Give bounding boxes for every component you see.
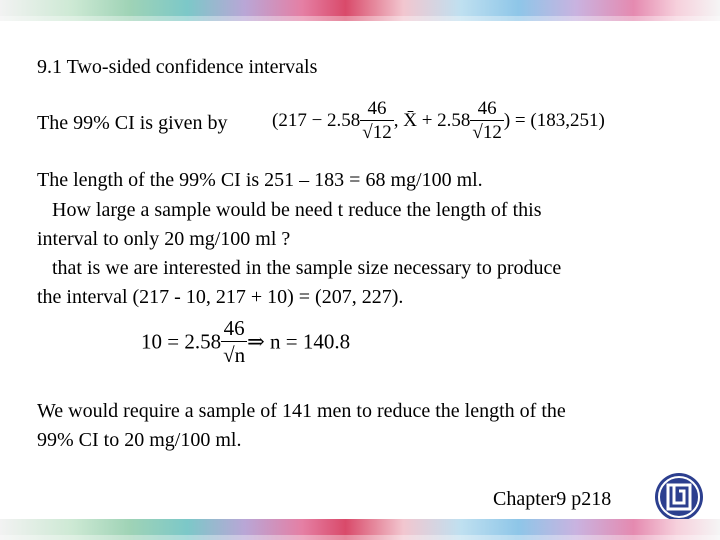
ci-fraction-2-denominator: √12 [472, 122, 502, 143]
conclusion-line-1: We would require a sample of 141 men to reduce the length of the [37, 400, 566, 422]
n-formula-left: 10 = 2.58 [141, 329, 222, 354]
sample-size-formula [141, 316, 350, 368]
n-formula-right: ⇒ n = 140.8 [247, 329, 351, 354]
ci-formula-open: (217 − 2.58 [272, 110, 361, 131]
n-fraction [221, 316, 247, 368]
slide-heading: 9.1 Two-sided confidence intervals [37, 56, 318, 78]
university-logo-icon [654, 472, 704, 522]
conclusion-line-2: 99% CI to 20 mg/100 ml. [37, 429, 242, 451]
ci-formula-middle: , X̄ + 2.58 [393, 110, 471, 131]
ci-length-line: The length of the 99% CI is 251 – 183 = 68 mg/100 ml. [37, 169, 483, 191]
ci-fraction-1-denominator: √12 [362, 122, 392, 143]
bottom-decorative-band [0, 519, 720, 540]
ci-fraction-2 [470, 98, 503, 144]
interest-line-1: that is we are interested in the sample size necessary to produce [37, 257, 562, 279]
ci-fraction-2-numerator: 46 [477, 98, 497, 119]
ci-intro-text: The 99% CI is given by [37, 112, 228, 134]
interest-line-2: the interval (217 - 10, 217 + 10) = (207, 227). [37, 286, 404, 308]
n-fraction-numerator: 46 [223, 316, 245, 340]
question-line-1: How large a sample would be need t reduce the length of this [37, 199, 542, 221]
ci-formula-close: ) = (183,251) [503, 110, 605, 131]
ci-fraction-1 [360, 98, 393, 144]
ci-formula [272, 98, 605, 144]
top-decorative-band [0, 0, 720, 21]
slide-footer: Chapter9 p218 [493, 488, 612, 510]
ci-fraction-1-numerator: 46 [367, 98, 387, 119]
n-fraction-denominator: √n [223, 343, 246, 367]
question-line-2: interval to only 20 mg/100 ml ? [37, 228, 291, 250]
